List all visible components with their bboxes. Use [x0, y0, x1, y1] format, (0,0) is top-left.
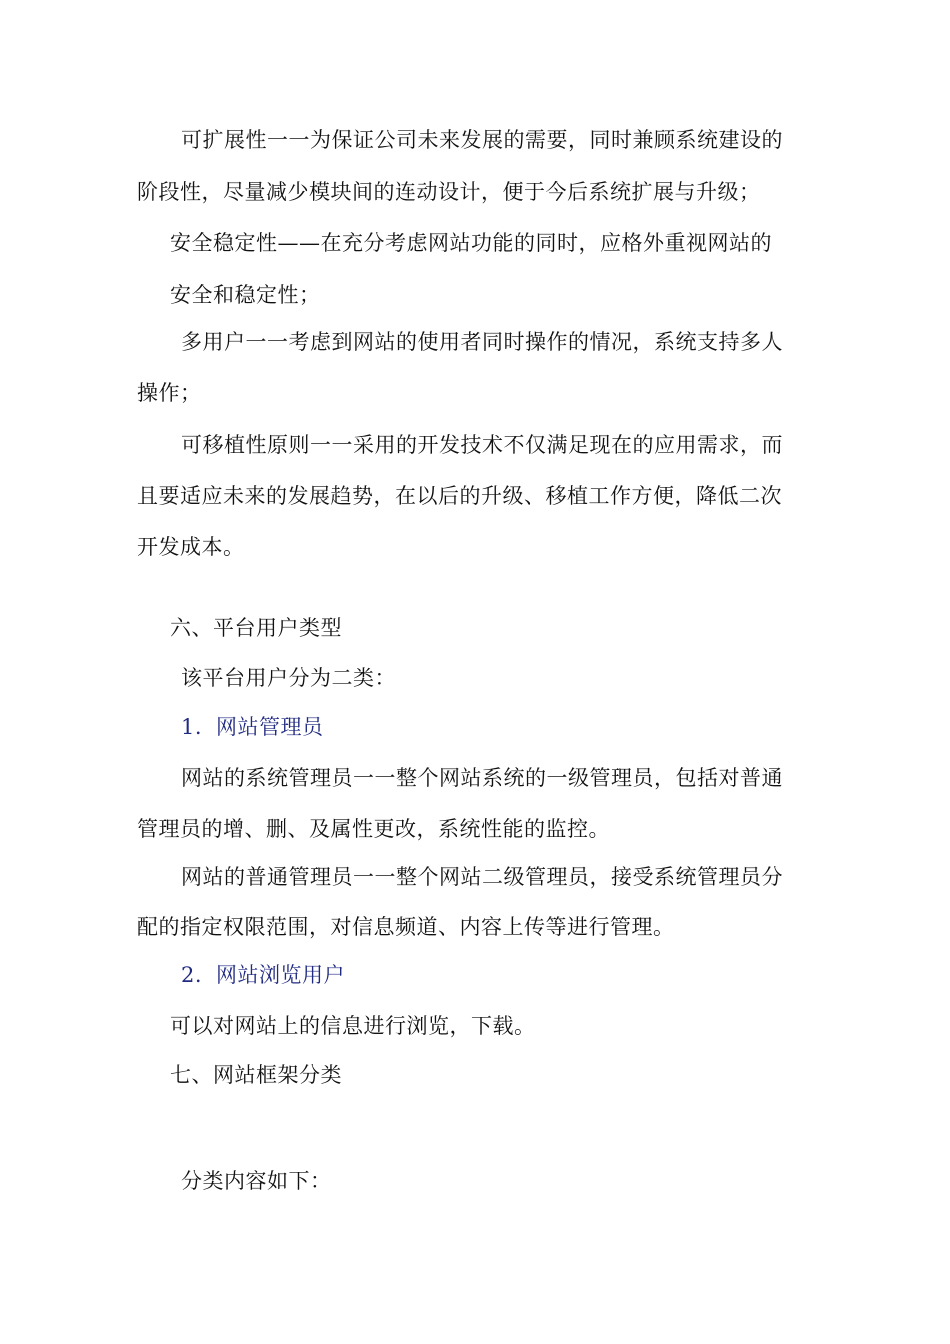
- list-heading-site-admin: 网站管理员: [216, 715, 324, 739]
- paragraph-system-admin-line1: 网站的系统管理员一一整个网站系统的一级管理员，包括对普通: [181, 766, 783, 790]
- paragraph-portability-line3: 开发成本。: [137, 535, 245, 559]
- list-number-1: 1.: [181, 715, 203, 739]
- paragraph-security-line2: 安全和稳定性；: [170, 283, 321, 307]
- list-heading-site-visitor: 网站浏览用户: [216, 963, 345, 987]
- paragraph-extensibility-line1: 可扩展性一一为保证公司未来发展的需要，同时兼顾系统建设的: [181, 128, 783, 152]
- paragraph-visitor-desc: 可以对网站上的信息进行浏览，下载。: [170, 1014, 536, 1038]
- paragraph-normal-admin-line2: 配的指定权限范围，对信息频道、内容上传等进行管理。: [137, 915, 675, 939]
- section-heading-user-types: 六、平台用户类型: [170, 616, 342, 640]
- paragraph-multiuser-line1: 多用户一一考虑到网站的使用者同时操作的情况，系统支持多人: [181, 330, 783, 354]
- paragraph-system-admin-line2: 管理员的增、删、及属性更改，系统性能的监控。: [137, 817, 610, 841]
- paragraph-security-line1: 安全稳定性——在充分考虑网站功能的同时，应格外重视网站的: [170, 231, 772, 255]
- paragraph-portability-line2: 且要适应未来的发展趋势，在以后的升级、移植工作方便，降低二次: [137, 484, 782, 508]
- list-number-2: 2.: [181, 963, 203, 987]
- paragraph-multiuser-line2: 操作；: [137, 381, 202, 405]
- paragraph-categories-intro: 分类内容如下：: [181, 1169, 332, 1193]
- paragraph-extensibility-line2: 阶段性，尽量减少模块间的连动设计，便于今后系统扩展与升级；: [137, 180, 761, 204]
- paragraph-user-types-intro: 该平台用户分为二类：: [181, 666, 396, 690]
- paragraph-portability-line1: 可移植性原则一一采用的开发技术不仅满足现在的应用需求，而: [181, 433, 783, 457]
- section-heading-framework: 七、网站框架分类: [170, 1063, 342, 1087]
- paragraph-normal-admin-line1: 网站的普通管理员一一整个网站二级管理员，接受系统管理员分: [181, 865, 783, 889]
